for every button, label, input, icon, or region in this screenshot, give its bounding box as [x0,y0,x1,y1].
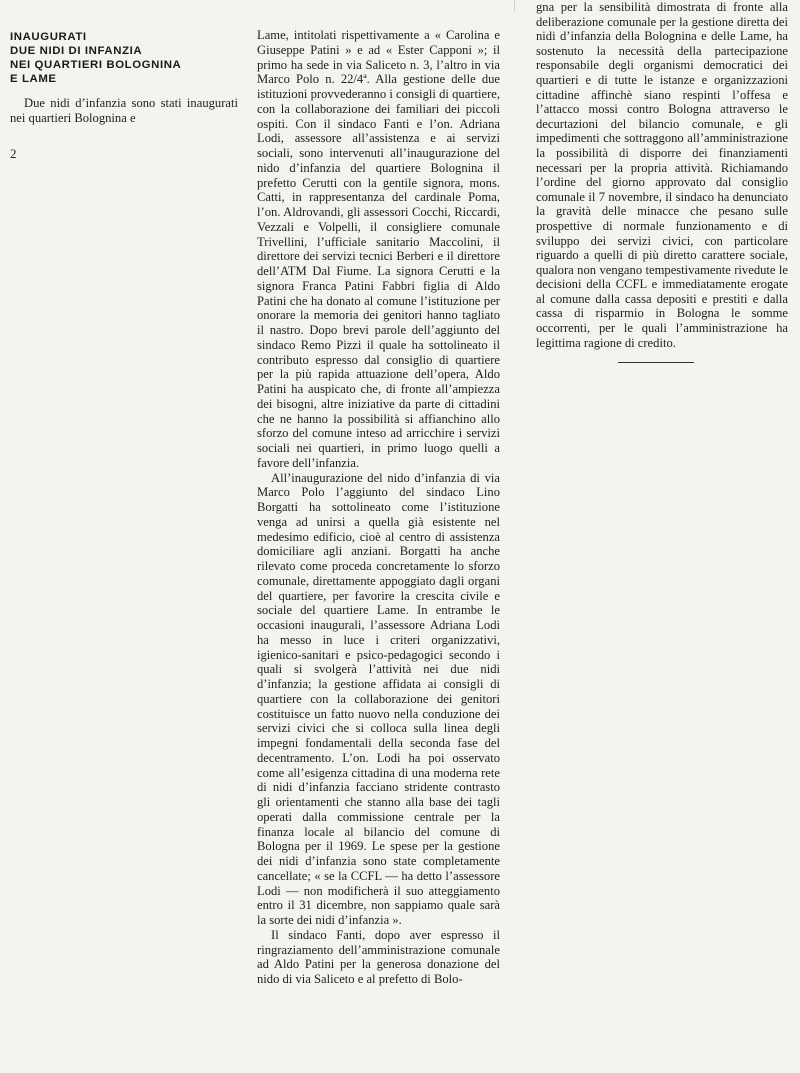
article-end-rule [618,362,694,363]
article-body-right [536,0,788,350]
article-headline [10,30,238,86]
body-paragraph: Lame, intitolati rispettivamente a « Carolina e Giuseppe Patini » e ad « Ester Capponi »; il primo ha sede in via Saliceto n. 3, l’altro in via Marco Polo n. 22/4ª. Alla gestione delle due istituzioni provvederanno i consigli di quartiere, con la collaborazione dei familiari dei piccoli ospiti. Con il sindaco Fanti e l’on. Adriana Lodi, assessore all’assistenza e ai servizi sociali, sono intervenuti all’inaugurazione del nido d’infanzia del quartiere Bolognina il prefetto Cerutti con la gentile signora, mons. Catti, in rappresentanza del cardinale Poma, l’on. Aldrovandi, gli assessori Cocchi, Riccardi, Vezzali e Volpelli, il consigliere comunale Trivellini, l’ufficiale sanitario Maccolini, il direttore dei servizi tecnici Berberi e il direttore dell’ATM Dal Fiume. La signora Cerutti e la signora Franca Patini Fabbri figlia di Aldo Patini che ha donato al comune l’istituzione per onorare la memoria dei genitori hanno tagliato il nastro. Dopo brevi parole dell’aggiunto del sindaco Remo Pizzi il quale ha sottolineato il contributo espresso dal consiglio di quartiere per la più rapida attuazione dell’opera, Aldo Patini ha auspicato che, di fronte all’ampiezza dei bisogni, altre iniziative da parte di cittadini che ne hanno la possibilità si affianchino allo sforzo del comune inteso ad arricchire i servizi sociali nei quartieri, in primo luogo quelli a favore dell’infanzia. [257,28,500,470]
column-middle [257,28,500,987]
body-paragraph: gna per la sensibilità dimostrata di fronte alla deliberazione comunale per la gestione diretta dei nidi d’infanzia della Bolognina e delle Lame, ha sostenuto la necessità della partecipazione responsabile degli organismi democratici dei quartieri e di tutte le istanze e organizzazioni cittadine affinchè siano respinti l’offesa e l’attacco mossi contro Bologna attraverso le decurtazioni del bilancio comunale, e gli impedimenti che sottraggono all’amministrazione la possibilità di disporre dei finanziamenti necessari per la propria attività. Richiamando l’ordine del giorno approvato dal consiglio comunale il 7 novembre, il sindaco ha denunciato la gravità delle minacce che pesano sulle prospettive di normale funzionamento e di sviluppo dei servizi civici, con particolare riguardo a quelli di più diretto carattere sociale, qualora non vengano tempestivamente rivedute le decisioni della CCFL e immediatamente erogate al comune dalla cassa depositi e prestiti e dalla cassa di risparmio in Bologna le somme occorrenti, per le quali l’amministrazione ha legittima ragione di credito. [536,0,788,350]
headline-line: INAUGURATI [10,31,87,43]
headline-line: NEI QUARTIERI BOLOGNINA [10,59,182,71]
article-lead: Due nidi d’infanzia sono stati inaugurati nei quartieri Bolognina e [10,96,238,125]
column-left [10,30,238,126]
page-number: 2 [10,146,17,161]
headline-line: DUE NIDI DI INFANZIA [10,45,143,57]
page-fold-mark [514,0,515,12]
body-paragraph: All’inaugurazione del nido d’infanzia di via Marco Polo l’aggiunto del sindaco Lino Borgatti ha sottolineato come l’istituzione venga ad unirsi a quella già esistente nel medesimo edificio, cioè al centro di assistenza domiciliare agli anziani. Borgatti ha anche rilevato come proceda concretamente lo sforzo comunale, direttamente appoggiato dagli organi del quartiere, per favorire la crescita civile e sociale del quartiere Lame. In entrambe le occasioni inaugurali, l’assessore Adriana Lodi ha messo in luce i criteri organizzativi, igienico-sanitari e psico-pedagogici secondo i quali si svolgerà l’attività nei due nidi d’infanzia; la gestione affidata ai consigli di quartiere con la collaborazione dei genitori costituisce un fatto nuovo nella conduzione dei servizi civici che si colloca sulla linea degli impegni fondamentali della seconda fase del decentramento. L’on. Lodi ha poi osservato come all’esigenza cittadina di una moderna rete di nidi d’infanzia facciano stridente contrasto gli orientamenti che stanno alla base dei tagli operati dalla commissione centrale per la finanza locale al bilancio del comune di Bologna per il 1969. Le spese per la gestione dei nidi d’infanzia sono state completamente cancellate; « se la CCFL — ha detto l’assessore Lodi — non modificherà il suo atteggiamento entro il 31 dicembre, non sappiamo quale sarà la sorte dei nidi d’infanzia ». [257,470,500,927]
headline-line: E LAME [10,73,57,85]
body-paragraph: Il sindaco Fanti, dopo aver espresso il ringraziamento dell’amministrazione comunale ad Aldo Patini per la generosa donazione del nido di via Saliceto e al prefetto di Bolo- [257,927,500,986]
article-body-middle [257,28,500,987]
column-right [536,0,788,363]
